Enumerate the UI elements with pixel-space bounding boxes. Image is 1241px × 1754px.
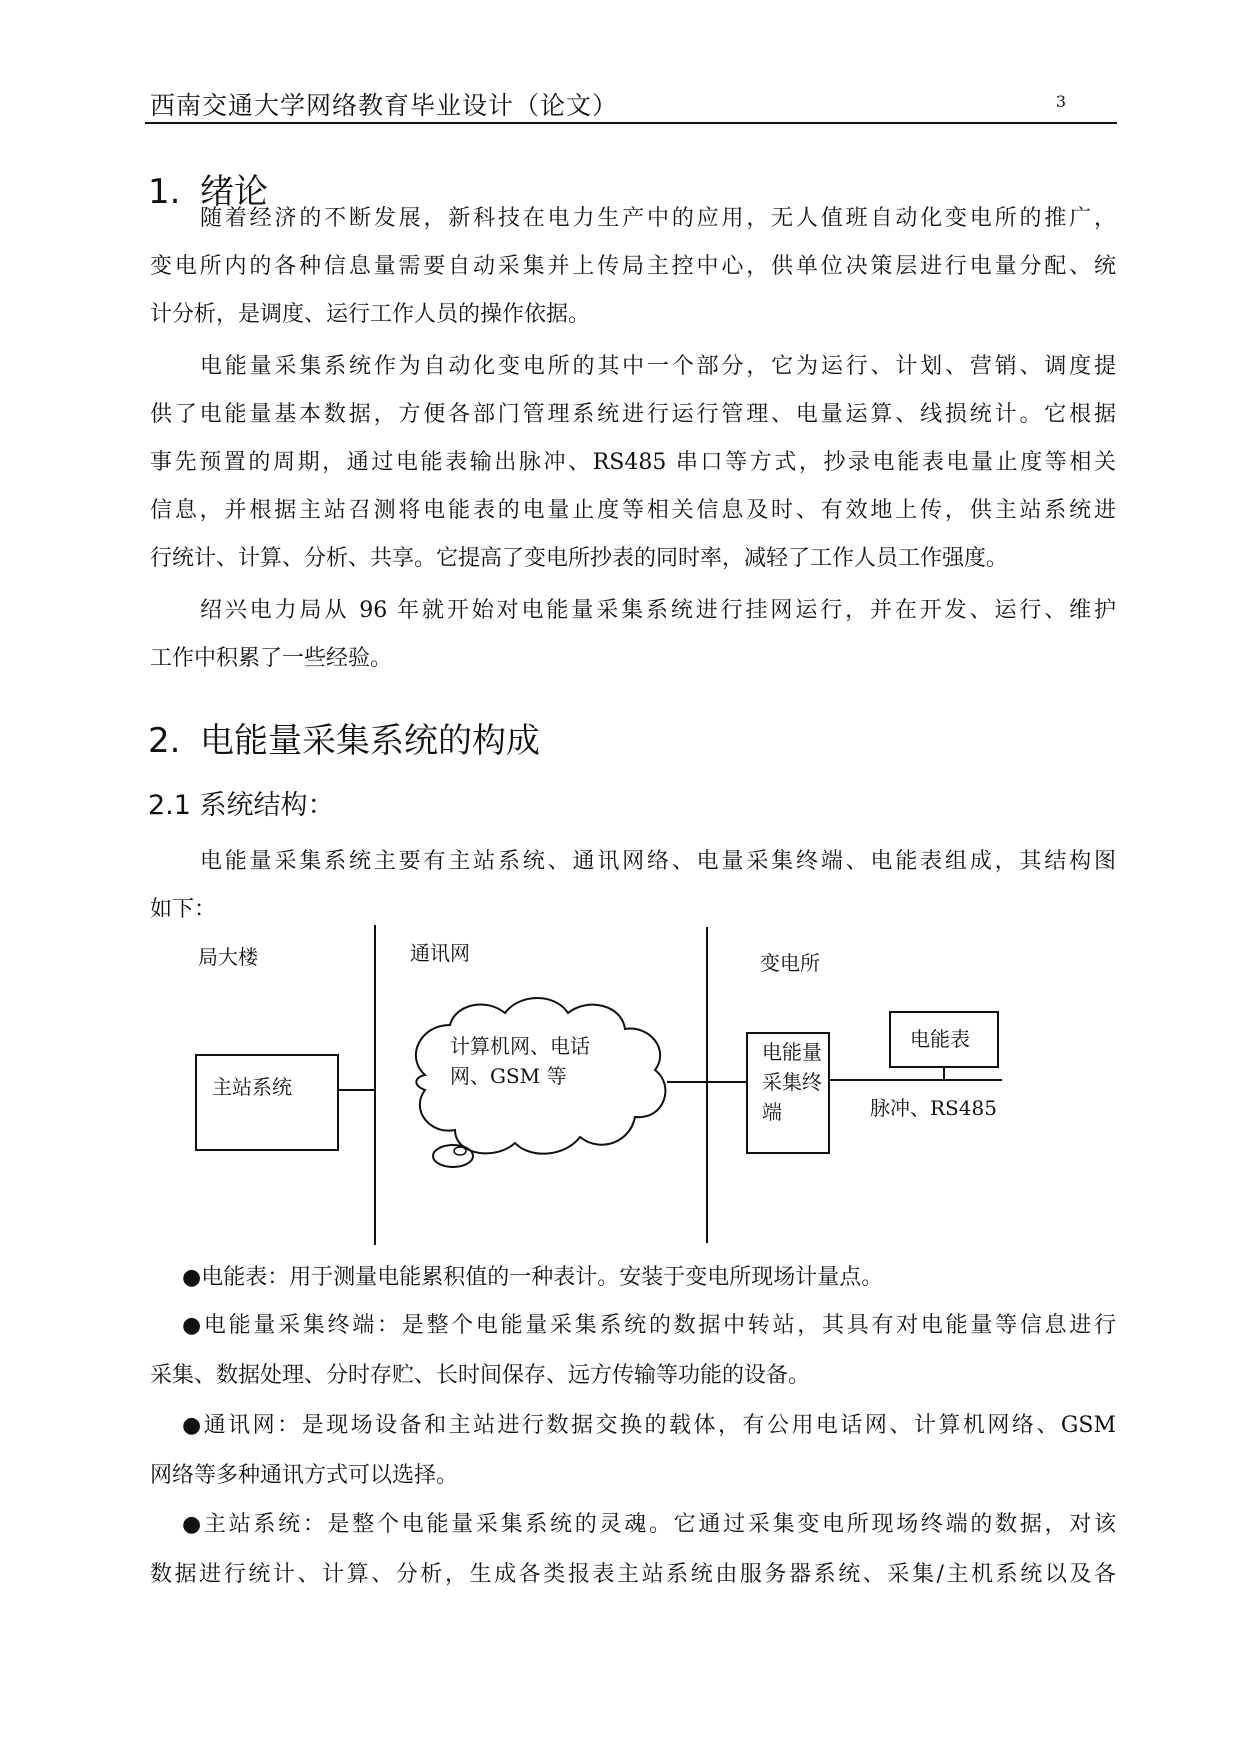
- bullet-energy-meter: [150, 1253, 1116, 1303]
- bullet-line: ●电能量采集终端：是整个电能量采集系统的数据中转站，其具有对电能量等信息进行: [182, 1313, 1116, 1338]
- paragraph-line: 变电所内的各种信息量需要自动采集并上传局主控中心，供单位决策层进行电量分配、统: [150, 254, 1116, 279]
- bullet-network: [150, 1401, 1116, 1501]
- section-2-heading: [148, 713, 540, 762]
- zone-label-building: 局大楼: [198, 945, 258, 969]
- paragraph-1: [150, 195, 1116, 339]
- bullet-master-station: [150, 1500, 1116, 1600]
- section-1-title: 绪论: [200, 172, 268, 212]
- paragraph-line: 工作中积累了一些经验。: [150, 646, 393, 671]
- paragraph-line: 计分析，是调度、运行工作人员的操作依据。: [150, 302, 591, 327]
- terminal-label-line: 采集终: [762, 1070, 822, 1094]
- section-2-number: 2.: [148, 721, 181, 761]
- bullet-line: ●主站系统：是整个电能量采集系统的灵魂。它通过采集变电所现场终端的数据，对该: [182, 1512, 1116, 1537]
- bus-label: 脉冲、RS485: [870, 1096, 997, 1120]
- subsection-2-1-heading: 2.1 系统结构：: [148, 790, 335, 821]
- bullet-line: 数据进行统计、计算、分析，生成各类报表主站系统由服务器系统、采集/主机系统以及各: [150, 1562, 1116, 1587]
- system-structure-diagram: [150, 925, 1116, 1250]
- paragraph-2: [150, 343, 1116, 583]
- terminal-label-line: 电能量: [762, 1040, 822, 1064]
- paragraph-line: 事先预置的周期，通过电能表输出脉冲、RS485 串口等方式，抄录电能表电量止度等相关: [150, 450, 1116, 475]
- paragraph-line: 信息，并根据主站召测将电能表的电量止度等相关信息及时、有效地上传，供主站系统进: [150, 498, 1116, 523]
- cloud-bubble-small-icon: [454, 1147, 466, 1155]
- zone-label-network: 通讯网: [410, 941, 470, 965]
- bullet-line: ●通讯网：是现场设备和主站进行数据交换的载体，有公用电话网、计算机网络、GSM: [182, 1413, 1116, 1438]
- bullet-collection-terminal: [150, 1301, 1116, 1401]
- paragraph-line: 行统计、计算、分析、共享。它提高了变电所抄表的同时率，减轻了工作人员工作强度。: [150, 546, 1009, 571]
- paragraph-line: 电能量采集系统作为自动化变电所的其中一个部分，它为运行、计划、营销、调度提: [200, 354, 1116, 379]
- section-1-number: 1.: [148, 172, 181, 212]
- paragraph-line: 供了电能量基本数据，方便各部门管理系统进行运行管理、电量运算、线损统计。它根据: [150, 402, 1116, 427]
- page-number: 3: [1055, 92, 1066, 111]
- cloud-bubble-icon: [433, 1145, 473, 1167]
- diagram-lines: [150, 925, 1116, 1250]
- master-station-label: 主站系统: [212, 1075, 292, 1099]
- master-station-box: [196, 1055, 338, 1150]
- energy-meter-label: 电能表: [910, 1027, 970, 1051]
- terminal-label: [762, 1037, 822, 1127]
- section-2-title: 电能量采集系统的构成: [200, 721, 540, 761]
- page-header: [150, 86, 1116, 120]
- zone-label-substation: 变电所: [760, 951, 820, 975]
- header-rule: [145, 122, 1117, 124]
- bullet-line: 网络等多种通讯方式可以选择。: [150, 1463, 459, 1488]
- cloud-label-line: 计算机网、电话: [450, 1034, 590, 1058]
- header-title: 西南交通大学网络教育毕业设计（论文）: [150, 91, 619, 120]
- bullet-line: 采集、数据处理、分时存贮、长时间保存、远方传输等功能的设备。: [150, 1363, 811, 1388]
- paragraph-line: 绍兴电力局从 96 年就开始对电能量采集系统进行挂网运行，并在开发、运行、维护: [200, 598, 1116, 623]
- bullet-line: ●电能表：用于测量电能累积值的一种表计。安装于变电所现场计量点。: [182, 1265, 884, 1290]
- paragraph-line: 如下：: [150, 897, 217, 922]
- cloud-label: [450, 1031, 590, 1091]
- paragraph-line: 随着经济的不断发展，新科技在电力生产中的应用，无人值班自动化变电所的推广，: [200, 206, 1116, 231]
- terminal-label-line: 端: [762, 1100, 782, 1124]
- diagram-intro-paragraph: [150, 838, 1116, 934]
- paragraph-line: 电能量采集系统主要有主站系统、通讯网络、电量采集终端、电能表组成，其结构图: [200, 849, 1116, 874]
- paragraph-3: [150, 587, 1116, 683]
- cloud-label-line: 网、GSM 等: [450, 1064, 567, 1088]
